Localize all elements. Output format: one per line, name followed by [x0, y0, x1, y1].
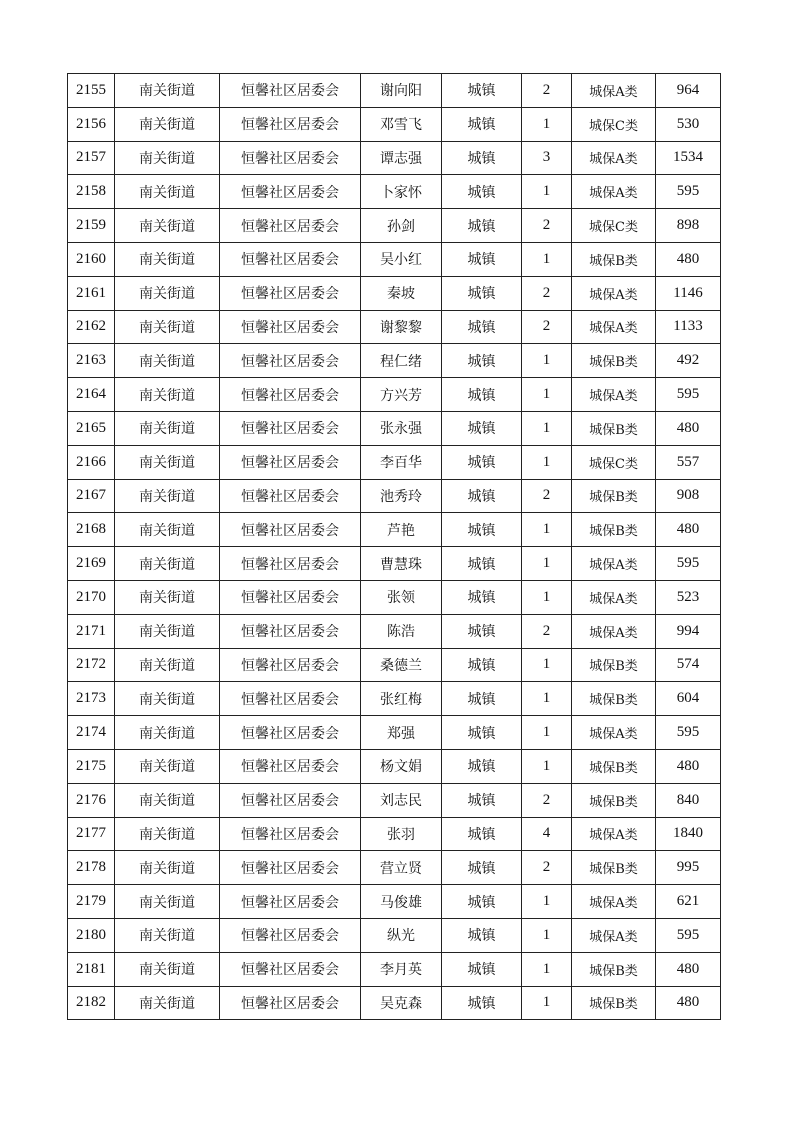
subdistrict-cell: 南关街道	[115, 141, 220, 175]
subdistrict-cell: 南关街道	[115, 580, 220, 614]
serial-number-cell: 2172	[68, 648, 115, 682]
community-cell: 恒馨社区居委会	[220, 749, 361, 783]
amount-cell: 595	[656, 547, 721, 581]
subdistrict-cell: 南关街道	[115, 242, 220, 276]
community-cell: 恒馨社区居委会	[220, 445, 361, 479]
name-cell: 邓雪飞	[361, 107, 442, 141]
category-cell: 城保B类	[572, 513, 656, 547]
area-type-cell: 城镇	[442, 682, 522, 716]
amount-cell: 964	[656, 74, 721, 108]
amount-cell: 480	[656, 986, 721, 1020]
community-cell: 恒馨社区居委会	[220, 378, 361, 412]
household-size-cell: 2	[522, 310, 572, 344]
serial-number-cell: 2166	[68, 445, 115, 479]
category-cell: 城保B类	[572, 851, 656, 885]
category-cell: 城保B类	[572, 648, 656, 682]
subdistrict-cell: 南关街道	[115, 276, 220, 310]
name-cell: 程仁绪	[361, 344, 442, 378]
community-cell: 恒馨社区居委会	[220, 952, 361, 986]
amount-cell: 557	[656, 445, 721, 479]
subdistrict-cell: 南关街道	[115, 547, 220, 581]
serial-number-cell: 2168	[68, 513, 115, 547]
household-size-cell: 2	[522, 783, 572, 817]
household-size-cell: 1	[522, 716, 572, 750]
area-type-cell: 城镇	[442, 648, 522, 682]
community-cell: 恒馨社区居委会	[220, 648, 361, 682]
household-size-cell: 2	[522, 209, 572, 243]
area-type-cell: 城镇	[442, 918, 522, 952]
name-cell: 张领	[361, 580, 442, 614]
name-cell: 杨文娟	[361, 749, 442, 783]
amount-cell: 994	[656, 614, 721, 648]
subdistrict-cell: 南关街道	[115, 445, 220, 479]
serial-number-cell: 2179	[68, 885, 115, 919]
table-row	[68, 479, 721, 513]
community-cell: 恒馨社区居委会	[220, 783, 361, 817]
name-cell: 曹慧珠	[361, 547, 442, 581]
subdistrict-cell: 南关街道	[115, 107, 220, 141]
serial-number-cell: 2178	[68, 851, 115, 885]
category-cell: 城保C类	[572, 209, 656, 243]
subdistrict-cell: 南关街道	[115, 378, 220, 412]
serial-number-cell: 2156	[68, 107, 115, 141]
table-row	[68, 682, 721, 716]
community-cell: 恒馨社区居委会	[220, 107, 361, 141]
serial-number-cell: 2162	[68, 310, 115, 344]
serial-number-cell: 2176	[68, 783, 115, 817]
community-cell: 恒馨社区居委会	[220, 682, 361, 716]
area-type-cell: 城镇	[442, 74, 522, 108]
subdistrict-cell: 南关街道	[115, 344, 220, 378]
community-cell: 恒馨社区居委会	[220, 918, 361, 952]
serial-number-cell: 2159	[68, 209, 115, 243]
table-row	[68, 918, 721, 952]
name-cell: 池秀玲	[361, 479, 442, 513]
community-cell: 恒馨社区居委会	[220, 614, 361, 648]
household-size-cell: 2	[522, 614, 572, 648]
name-cell: 郑强	[361, 716, 442, 750]
name-cell: 谭志强	[361, 141, 442, 175]
area-type-cell: 城镇	[442, 209, 522, 243]
serial-number-cell: 2165	[68, 411, 115, 445]
amount-cell: 595	[656, 716, 721, 750]
area-type-cell: 城镇	[442, 513, 522, 547]
table-row	[68, 851, 721, 885]
amount-cell: 1534	[656, 141, 721, 175]
area-type-cell: 城镇	[442, 479, 522, 513]
category-cell: 城保B类	[572, 952, 656, 986]
name-cell: 张红梅	[361, 682, 442, 716]
community-cell: 恒馨社区居委会	[220, 209, 361, 243]
category-cell: 城保C类	[572, 445, 656, 479]
serial-number-cell: 2158	[68, 175, 115, 209]
table-row	[68, 580, 721, 614]
amount-cell: 908	[656, 479, 721, 513]
category-cell: 城保B类	[572, 783, 656, 817]
serial-number-cell: 2163	[68, 344, 115, 378]
community-cell: 恒馨社区居委会	[220, 817, 361, 851]
amount-cell: 840	[656, 783, 721, 817]
name-cell: 卜家怀	[361, 175, 442, 209]
subdistrict-cell: 南关街道	[115, 411, 220, 445]
category-cell: 城保B类	[572, 749, 656, 783]
household-size-cell: 1	[522, 175, 572, 209]
category-cell: 城保A类	[572, 175, 656, 209]
relief-roster-table	[67, 73, 721, 1020]
category-cell: 城保A类	[572, 141, 656, 175]
subdistrict-cell: 南关街道	[115, 952, 220, 986]
table-row	[68, 107, 721, 141]
community-cell: 恒馨社区居委会	[220, 580, 361, 614]
area-type-cell: 城镇	[442, 175, 522, 209]
table-row	[68, 817, 721, 851]
community-cell: 恒馨社区居委会	[220, 276, 361, 310]
amount-cell: 898	[656, 209, 721, 243]
community-cell: 恒馨社区居委会	[220, 175, 361, 209]
amount-cell: 480	[656, 242, 721, 276]
household-size-cell: 1	[522, 513, 572, 547]
table-row	[68, 445, 721, 479]
category-cell: 城保A类	[572, 817, 656, 851]
subdistrict-cell: 南关街道	[115, 716, 220, 750]
subdistrict-cell: 南关街道	[115, 851, 220, 885]
community-cell: 恒馨社区居委会	[220, 242, 361, 276]
serial-number-cell: 2173	[68, 682, 115, 716]
area-type-cell: 城镇	[442, 749, 522, 783]
subdistrict-cell: 南关街道	[115, 175, 220, 209]
household-size-cell: 1	[522, 986, 572, 1020]
amount-cell: 530	[656, 107, 721, 141]
name-cell: 纵光	[361, 918, 442, 952]
name-cell: 张羽	[361, 817, 442, 851]
category-cell: 城保A类	[572, 716, 656, 750]
area-type-cell: 城镇	[442, 952, 522, 986]
subdistrict-cell: 南关街道	[115, 209, 220, 243]
community-cell: 恒馨社区居委会	[220, 851, 361, 885]
area-type-cell: 城镇	[442, 580, 522, 614]
household-size-cell: 1	[522, 344, 572, 378]
household-size-cell: 3	[522, 141, 572, 175]
category-cell: 城保B类	[572, 411, 656, 445]
amount-cell: 480	[656, 952, 721, 986]
community-cell: 恒馨社区居委会	[220, 513, 361, 547]
subdistrict-cell: 南关街道	[115, 74, 220, 108]
name-cell: 马俊雄	[361, 885, 442, 919]
category-cell: 城保C类	[572, 107, 656, 141]
area-type-cell: 城镇	[442, 986, 522, 1020]
household-size-cell: 1	[522, 648, 572, 682]
category-cell: 城保B类	[572, 344, 656, 378]
area-type-cell: 城镇	[442, 547, 522, 581]
serial-number-cell: 2167	[68, 479, 115, 513]
name-cell: 谢向阳	[361, 74, 442, 108]
table-row	[68, 513, 721, 547]
amount-cell: 1146	[656, 276, 721, 310]
amount-cell: 480	[656, 749, 721, 783]
household-size-cell: 1	[522, 378, 572, 412]
table-row	[68, 74, 721, 108]
category-cell: 城保A类	[572, 614, 656, 648]
subdistrict-cell: 南关街道	[115, 918, 220, 952]
subdistrict-cell: 南关街道	[115, 749, 220, 783]
category-cell: 城保A类	[572, 276, 656, 310]
name-cell: 孙剑	[361, 209, 442, 243]
household-size-cell: 1	[522, 242, 572, 276]
household-size-cell: 1	[522, 547, 572, 581]
household-size-cell: 1	[522, 682, 572, 716]
amount-cell: 492	[656, 344, 721, 378]
table-row	[68, 716, 721, 750]
subdistrict-cell: 南关街道	[115, 648, 220, 682]
category-cell: 城保A类	[572, 580, 656, 614]
serial-number-cell: 2169	[68, 547, 115, 581]
table-row	[68, 952, 721, 986]
community-cell: 恒馨社区居委会	[220, 141, 361, 175]
community-cell: 恒馨社区居委会	[220, 310, 361, 344]
amount-cell: 621	[656, 885, 721, 919]
amount-cell: 574	[656, 648, 721, 682]
name-cell: 营立贤	[361, 851, 442, 885]
name-cell: 秦坡	[361, 276, 442, 310]
table-row	[68, 344, 721, 378]
table-row	[68, 242, 721, 276]
area-type-cell: 城镇	[442, 242, 522, 276]
table-row	[68, 310, 721, 344]
amount-cell: 480	[656, 513, 721, 547]
name-cell: 李百华	[361, 445, 442, 479]
subdistrict-cell: 南关街道	[115, 614, 220, 648]
serial-number-cell: 2175	[68, 749, 115, 783]
area-type-cell: 城镇	[442, 378, 522, 412]
table-row	[68, 648, 721, 682]
area-type-cell: 城镇	[442, 614, 522, 648]
amount-cell: 1840	[656, 817, 721, 851]
household-size-cell: 2	[522, 479, 572, 513]
subdistrict-cell: 南关街道	[115, 885, 220, 919]
household-size-cell: 1	[522, 918, 572, 952]
amount-cell: 1133	[656, 310, 721, 344]
amount-cell: 604	[656, 682, 721, 716]
category-cell: 城保A类	[572, 378, 656, 412]
household-size-cell: 2	[522, 74, 572, 108]
name-cell: 桑德兰	[361, 648, 442, 682]
amount-cell: 595	[656, 378, 721, 412]
community-cell: 恒馨社区居委会	[220, 411, 361, 445]
category-cell: 城保A类	[572, 74, 656, 108]
category-cell: 城保B类	[572, 986, 656, 1020]
table-row	[68, 783, 721, 817]
serial-number-cell: 2174	[68, 716, 115, 750]
community-cell: 恒馨社区居委会	[220, 986, 361, 1020]
table-row	[68, 175, 721, 209]
household-size-cell: 1	[522, 411, 572, 445]
name-cell: 刘志民	[361, 783, 442, 817]
household-size-cell: 1	[522, 580, 572, 614]
household-size-cell: 2	[522, 276, 572, 310]
serial-number-cell: 2180	[68, 918, 115, 952]
area-type-cell: 城镇	[442, 107, 522, 141]
category-cell: 城保A类	[572, 918, 656, 952]
subdistrict-cell: 南关街道	[115, 682, 220, 716]
subdistrict-cell: 南关街道	[115, 986, 220, 1020]
table-body	[68, 74, 721, 1020]
amount-cell: 995	[656, 851, 721, 885]
community-cell: 恒馨社区居委会	[220, 74, 361, 108]
area-type-cell: 城镇	[442, 851, 522, 885]
area-type-cell: 城镇	[442, 817, 522, 851]
table-row	[68, 378, 721, 412]
area-type-cell: 城镇	[442, 445, 522, 479]
amount-cell: 480	[656, 411, 721, 445]
category-cell: 城保A类	[572, 547, 656, 581]
name-cell: 芦艳	[361, 513, 442, 547]
serial-number-cell: 2161	[68, 276, 115, 310]
household-size-cell: 4	[522, 817, 572, 851]
table-row	[68, 411, 721, 445]
household-size-cell: 2	[522, 851, 572, 885]
amount-cell: 595	[656, 175, 721, 209]
serial-number-cell: 2177	[68, 817, 115, 851]
serial-number-cell: 2160	[68, 242, 115, 276]
subdistrict-cell: 南关街道	[115, 479, 220, 513]
household-size-cell: 1	[522, 445, 572, 479]
community-cell: 恒馨社区居委会	[220, 885, 361, 919]
area-type-cell: 城镇	[442, 310, 522, 344]
table-row	[68, 547, 721, 581]
name-cell: 谢黎黎	[361, 310, 442, 344]
amount-cell: 523	[656, 580, 721, 614]
serial-number-cell: 2182	[68, 986, 115, 1020]
subdistrict-cell: 南关街道	[115, 783, 220, 817]
area-type-cell: 城镇	[442, 276, 522, 310]
serial-number-cell: 2164	[68, 378, 115, 412]
community-cell: 恒馨社区居委会	[220, 344, 361, 378]
category-cell: 城保B类	[572, 682, 656, 716]
table-row	[68, 749, 721, 783]
area-type-cell: 城镇	[442, 783, 522, 817]
serial-number-cell: 2171	[68, 614, 115, 648]
category-cell: 城保B类	[572, 479, 656, 513]
serial-number-cell: 2155	[68, 74, 115, 108]
table-row	[68, 276, 721, 310]
area-type-cell: 城镇	[442, 716, 522, 750]
area-type-cell: 城镇	[442, 411, 522, 445]
community-cell: 恒馨社区居委会	[220, 547, 361, 581]
subdistrict-cell: 南关街道	[115, 817, 220, 851]
community-cell: 恒馨社区居委会	[220, 716, 361, 750]
category-cell: 城保A类	[572, 885, 656, 919]
name-cell: 张永强	[361, 411, 442, 445]
category-cell: 城保A类	[572, 310, 656, 344]
area-type-cell: 城镇	[442, 141, 522, 175]
household-size-cell: 1	[522, 952, 572, 986]
household-size-cell: 1	[522, 885, 572, 919]
category-cell: 城保B类	[572, 242, 656, 276]
area-type-cell: 城镇	[442, 885, 522, 919]
table-row	[68, 614, 721, 648]
name-cell: 吴小红	[361, 242, 442, 276]
table-row	[68, 141, 721, 175]
table-row	[68, 986, 721, 1020]
table-row	[68, 209, 721, 243]
name-cell: 陈浩	[361, 614, 442, 648]
serial-number-cell: 2170	[68, 580, 115, 614]
household-size-cell: 1	[522, 749, 572, 783]
area-type-cell: 城镇	[442, 344, 522, 378]
amount-cell: 595	[656, 918, 721, 952]
name-cell: 吴克森	[361, 986, 442, 1020]
community-cell: 恒馨社区居委会	[220, 479, 361, 513]
subdistrict-cell: 南关街道	[115, 310, 220, 344]
subdistrict-cell: 南关街道	[115, 513, 220, 547]
serial-number-cell: 2181	[68, 952, 115, 986]
household-size-cell: 1	[522, 107, 572, 141]
serial-number-cell: 2157	[68, 141, 115, 175]
table-row	[68, 885, 721, 919]
name-cell: 方兴芳	[361, 378, 442, 412]
name-cell: 李月英	[361, 952, 442, 986]
